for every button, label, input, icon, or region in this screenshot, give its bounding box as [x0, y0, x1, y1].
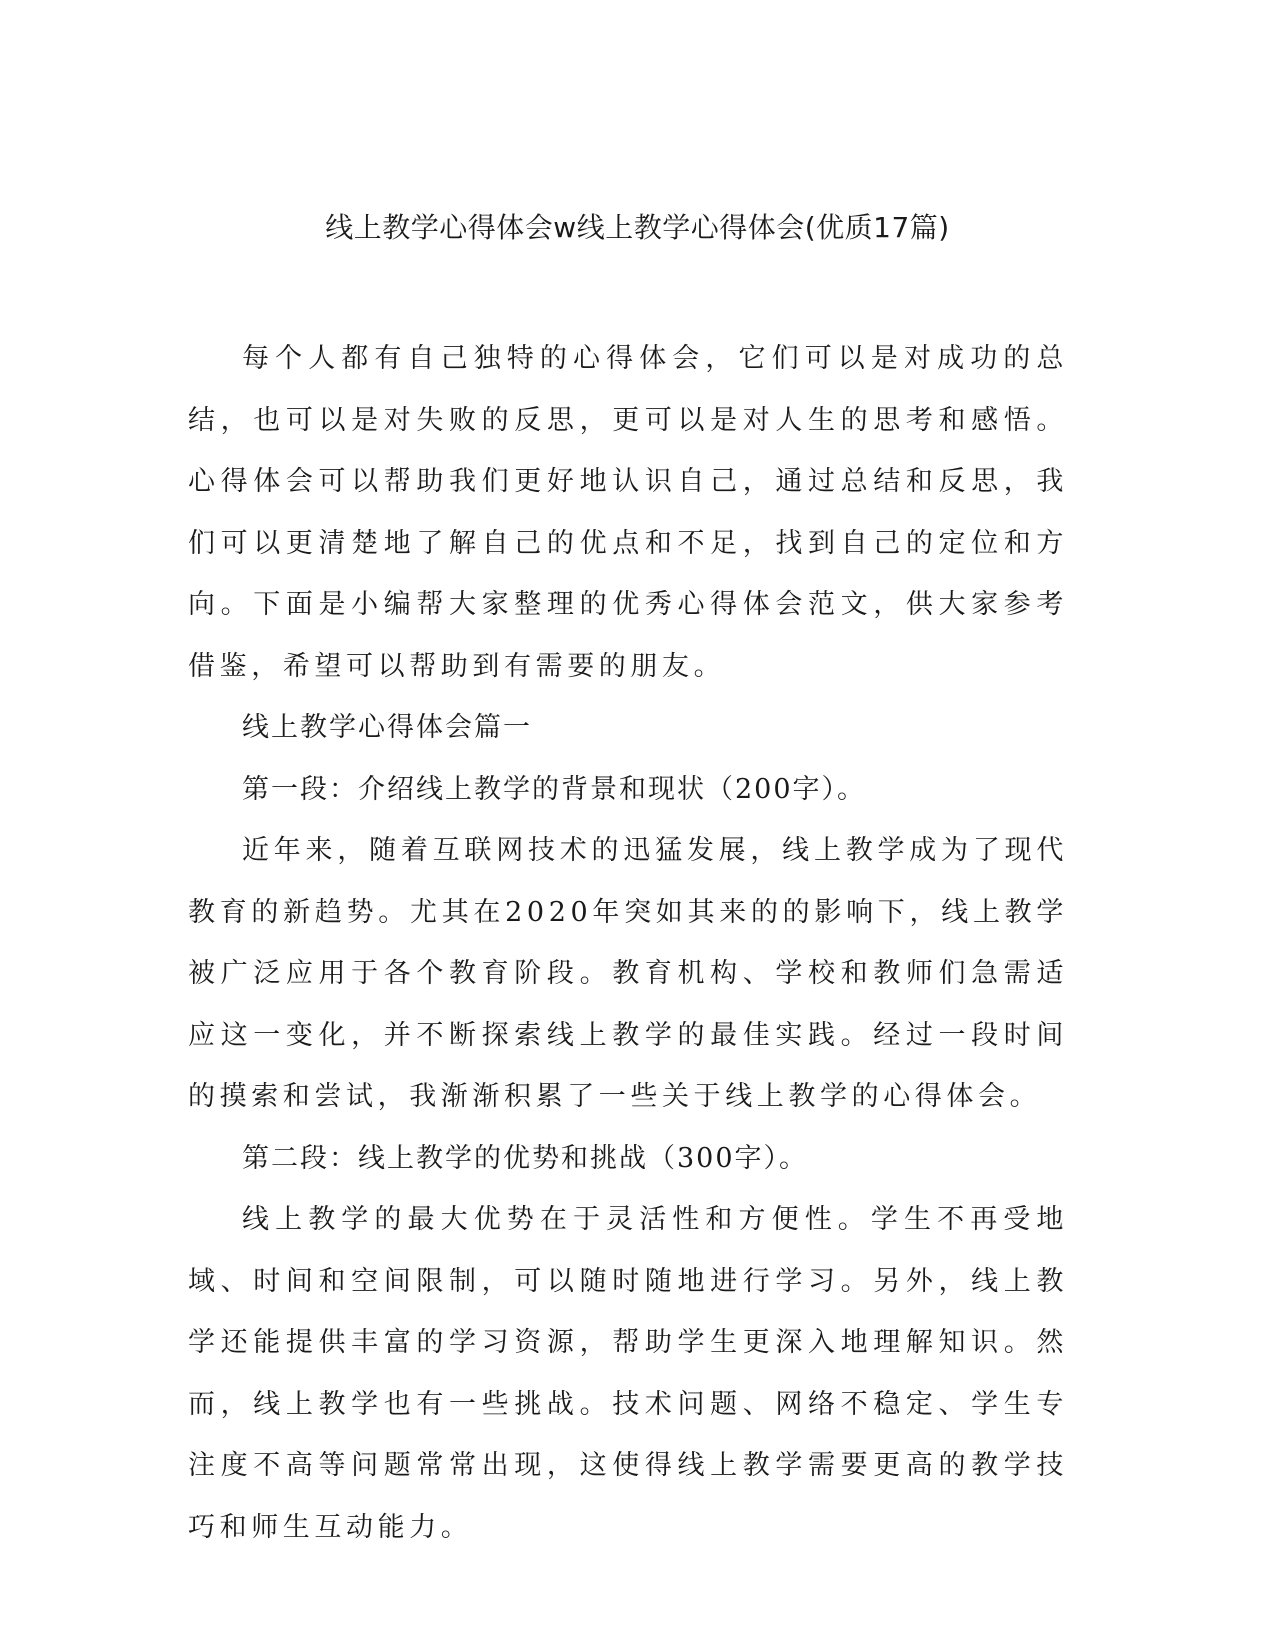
intro-paragraph: 每个人都有自己独特的心得体会，它们可以是对成功的总结，也可以是对失败的反思，更可以是对人生的思考和感悟。心得体会可以帮助我们更好地认识自己，通过总结和反思，我们可以更清楚地了解自己的优点和不足，找到自己的定位和方向。下面是小编帮大家整理的优秀心得体会范文，供大家参考借鉴，希望可以帮助到有需要的朋友。 — [188, 343, 1068, 682]
body-paragraph-2: 线上教学的最大优势在于灵活性和方便性。学生不再受地域、时间和空间限制，可以随时随地进行学习。另外，线上教学还能提供丰富的学习资源，帮助学生更深入地理解知识。然而，线上教学也有一些挑战。技术问题、网络不稳定、学生专注度不高等问题常常出现，这使得线上教学需要更高的教学技巧和师生互动能力。 — [188, 1204, 1068, 1543]
document-title: 线上教学心得体会w线上教学心得体会(优质17篇) — [325, 211, 950, 244]
body-paragraph-1: 近年来，随着互联网技术的迅猛发展，线上教学成为了现代教育的新趋势。尤其在2020年突如其来的的影响下，线上教学被广泛应用于各个教育阶段。教育机构、学校和教师们急需适应这一变化，并不断探索线上教学的最佳实践。经过一段时间的摸索和尝试，我渐渐积累了一些关于线上教学的心得体会。 — [188, 835, 1068, 1112]
section-heading: 线上教学心得体会篇一 — [242, 712, 532, 743]
subsection-heading-1: 第一段：介绍线上教学的背景和现状（200字）。 — [242, 773, 867, 805]
document-body — [188, 328, 1068, 1558]
subsection-heading-2: 第二段：线上教学的优势和挑战（300字）。 — [242, 1142, 809, 1174]
